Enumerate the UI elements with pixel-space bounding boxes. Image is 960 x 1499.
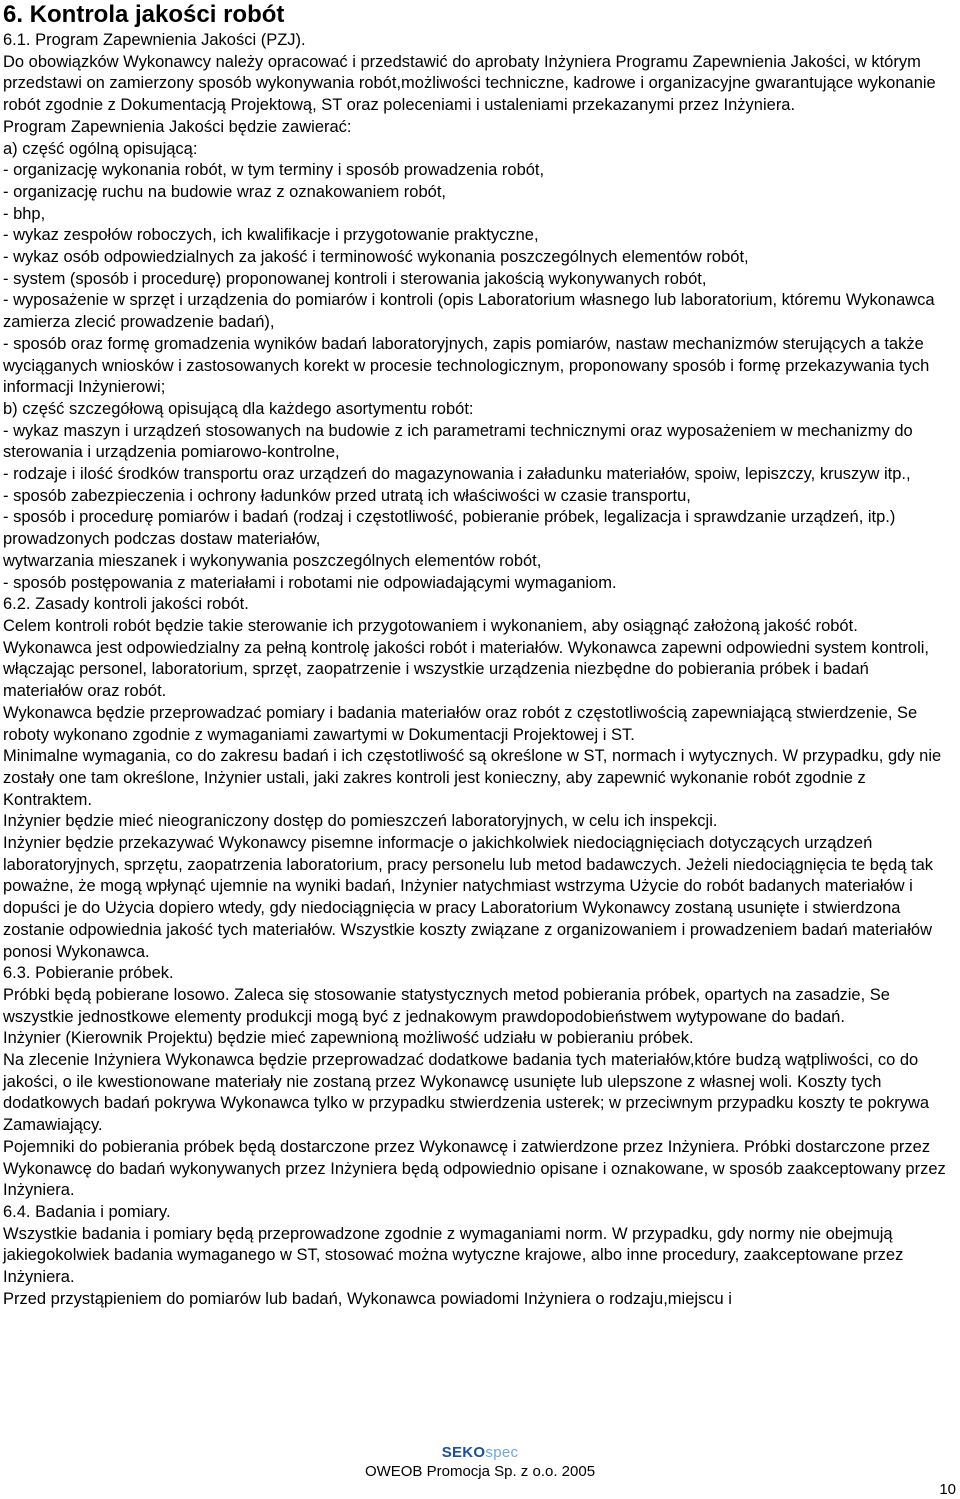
subsection-heading: 6.4. Badania i pomiary. — [3, 1202, 171, 1221]
list-item: - system (sposób i procedurę) proponowanej kontroli i sterowania jakością wykonywanych robót, — [3, 269, 707, 288]
paragraph: a) część ogólną opisującą: — [3, 139, 198, 158]
paragraph: Na zlecenie Inżyniera Wykonawca będzie przeprowadzać dodatkowe badania tych materiałów,które budzą wątpliwości, co do jakości, o ile kwestionowane materiały nie zostaną przez Wykonawcę usunięte lub ulepszone z własnej woli. Koszty tych dodatkowych badań pokrywa Wykonawca tylko w przypadku stwierdzenia usterek; w przeciwnym przypadku koszty te pokrywa Zamawiający. — [3, 1051, 930, 1135]
company-logo — [0, 1444, 960, 1462]
paragraph: b) część szczegółową opisującą dla każdego asortymentu robót: — [3, 399, 474, 418]
list-item: - wykaz osób odpowiedzialnych za jakość i terminowość wykonania poszczególnych elementów robót, — [3, 248, 749, 267]
paragraph: Wykonawca będzie przeprowadzać pomiary i badania materiałów oraz robót z częstotliwością zapewniającą stwierdzenie, Se roboty wykonano zgodnie z wymaganiami zawartymi w Dokumentacji Projektowej i ST. — [3, 703, 918, 744]
organization-line: OWEOB Promocja Sp. z o.o. 2005 — [364, 1463, 596, 1480]
logo-text-primary: SEKO — [441, 1444, 486, 1461]
list-item: - wykaz zespołów roboczych, ich kwalifikacje i przygotowanie praktyczne, — [3, 226, 539, 245]
list-item: - organizację wykonania robót, w tym terminy i sposób prowadzenia robót, — [3, 161, 545, 180]
list-item: - rodzaje i ilość środków transportu oraz urządzeń do magazynowania i załadunku materiałów, spoiw, lepiszczy, kruszyw itp., — [3, 465, 911, 484]
paragraph: Wszystkie badania i pomiary będą przeprowadzone zgodnie z wymaganiami norm. W przypadku, gdy normy nie obejmują jakiegokolwiek badania wymaganego w ST, stosować można wytyczne krajowe, albo inne procedury, zaakceptowane przez Inżyniera. — [3, 1224, 904, 1287]
list-item: - organizację ruchu na budowie wraz z oznakowaniem robót, — [3, 182, 446, 201]
list-item: - wykaz maszyn i urządzeń stosowanych na budowie z ich parametrami technicznymi oraz wyposażeniem w mechanizmy do sterowania i urządzenia pomiarowo-kontrolne, — [3, 421, 913, 462]
list-item: - sposób zabezpieczenia i ochrony ładunków przed utratą ich właściwości w czasie transportu, — [3, 486, 691, 505]
paragraph: Wykonawca jest odpowiedzialny za pełną kontrolę jakości robót i materiałów. Wykonawca zapewni odpowiedni system kontroli, włączając personel, laboratorium, sprzęt, zaopatrzenie i wszystkie urządzenia niezbędne do pobierania próbek i badań materiałów oraz robót. — [3, 638, 929, 701]
list-item: - sposób i procedurę pomiarów i badań (rodzaj i częstotliwość, pobieranie próbek, legalizacja i sprawdzanie urządzeń, itp.) prowadzonych podczas dostaw materiałów, — [3, 508, 896, 549]
paragraph: Przed przystąpieniem do pomiarów lub badań, Wykonawca powiadomi Inżyniera o rodzaju,miejscu i — [3, 1289, 732, 1308]
paragraph: Minimalne wymagania, co do zakresu badań i ich częstotliwość są określone w ST, normach i wytycznych. W przypadku, gdy nie zostały one tam określone, Inżynier ustali, jaki zakres kontroli jest konieczny, aby zapewnić wykonanie robót zgodnie z Kontraktem. — [3, 747, 942, 809]
list-item: - sposób oraz formę gromadzenia wyników badań laboratoryjnych, zapis pomiarów, nastaw mechanizmów sterujących a także wyciąganych wniosków i zastosowanych korekt w procesie technologicznym, proponowany sposób i formę przekazywania tych informacji Inżynierowi; — [3, 334, 930, 397]
body-text — [3, 30, 948, 1310]
list-item: - sposób postępowania z materiałami i robotami nie odpowiadającymi wymaganiom. — [3, 573, 617, 592]
page-footer — [0, 1444, 960, 1482]
paragraph: Inżynier (Kierownik Projektu) będzie mieć zapewnioną możliwość udziału w pobieraniu próbek. — [3, 1029, 694, 1048]
paragraph: 6.1. Program Zapewnienia Jakości (PZJ). — [3, 31, 306, 49]
list-item: - wyposażenie w sprzęt i urządzenia do pomiarów i kontroli (opis Laboratorium własnego lub laboratorium, któremu Wykonawca zamierza zlecić prowadzenie badań), — [3, 291, 935, 332]
paragraph: Do obowiązków Wykonawcy należy opracować i przedstawić do aprobaty Inżyniera Programu Zapewnienia Jakości, w którym przedstawi on zamierzony sposób wykonywania robót,możliwości techniczne, kadrowe i organizacyjne gwarantujące wykonanie robót zgodnie z Dokumentacją Projektową, ST oraz poleceniami i ustaleniami przekazanymi przez Inżyniera. — [3, 52, 936, 115]
page-number: 10 — [939, 1481, 956, 1498]
subsection-heading: 6.2. Zasady kontroli jakości robót. — [3, 595, 249, 614]
paragraph: Celem kontroli robót będzie takie sterowanie ich przygotowaniem i wykonaniem, aby osiągnąć założoną jakość robót. — [3, 616, 858, 635]
section-heading: 6. Kontrola jakości robót — [3, 1, 285, 28]
subsection-heading: 6.3. Pobieranie próbek. — [3, 964, 174, 983]
paragraph: Pojemniki do pobierania próbek będą dostarczone przez Wykonawcę i zatwierdzone przez Inżyniera. Próbki dostarczone przez Wykonawcę do badań wykonywanych przez Inżyniera będą odpowiednio opisane i oznakowane, w sposób zaakceptowany przez Inżyniera. — [3, 1137, 946, 1200]
paragraph: Program Zapewnienia Jakości będzie zawierać: — [3, 117, 352, 136]
paragraph: Próbki będą pobierane losowo. Zaleca się stosowanie statystycznych metod pobierania próbek, opartych na zasadzie, Se wszystkie jednostkowe elementy produkcji mogą być z jednakowym prawdopodobieństwem wytypowane do badań. — [3, 985, 890, 1026]
paragraph: Inżynier będzie mieć nieograniczony dostęp do pomieszczeń laboratoryjnych, w celu ich inspekcji. — [3, 812, 718, 831]
paragraph: Inżynier będzie przekazywać Wykonawcy pisemne informacje o jakichkolwiek niedociągnięciach dotyczących urządzeń laboratoryjnych, sprzętu, zaopatrzenia laboratorium, pracy personelu lub metod badawczych. Jeżeli niedociągnięcia te będą tak poważne, że mogą wpłynąć ujemnie na wyniki badań, Inżynier natychmiast wstrzyma Użycie do robót badanych materiałów i dopuści je do Użycia dopiero wtedy, gdy niedociągnięcia w pracy Laboratorium Wykonawcy zostaną usunięte i stwierdzona zostanie odpowiednia jakość tych materiałów. Wszystkie koszty związane z organizowaniem i prowadzeniem badań materiałów ponosi Wykonawca. — [3, 834, 934, 961]
logo-text-secondary: spec — [485, 1444, 519, 1461]
list-item: - bhp, — [3, 204, 46, 223]
document-page — [3, 0, 948, 1310]
paragraph: wytwarzania mieszanek i wykonywania poszczególnych elementów robót, — [3, 551, 542, 570]
